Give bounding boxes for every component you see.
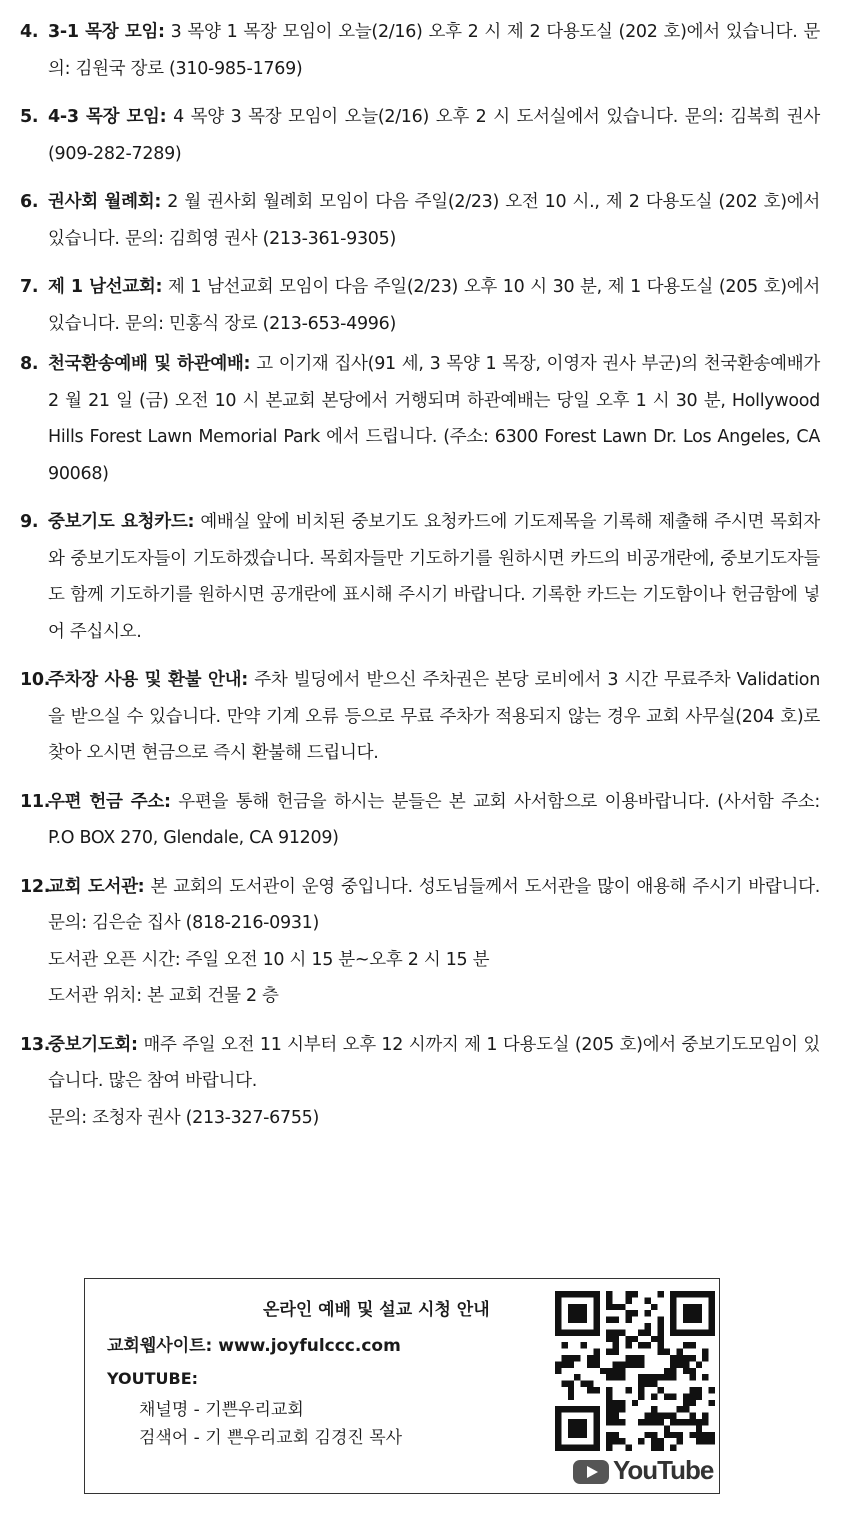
item-text: 우편을 통해 헌금을 하시는 분들은 본 교회 사서함으로 이용바랍니다. (사서함 주소: P.O BOX 270, Glendale, CA 91209) (48, 791, 820, 848)
youtube-logo-text: YouTube (613, 1455, 714, 1485)
announcement-item (20, 784, 820, 857)
item-text: 4 목양 3 목장 모임이 오늘(2/16) 오후 2 시 도서실에서 있습니다. 문의: 김복희 권사 (909-282-7289) (48, 107, 820, 164)
announcement-item (20, 662, 820, 772)
item-text: 고 이기재 집사(91 세, 3 목양 1 목장, 이영자 권사 부군)의 천국환송예배가 2 월 21 일 (금) 오전 10 시 본교회 본당에서 거행되며 하관예배는 당일 오후 1 시 30 분, Hollywood Hills Forest Lawn Memorial Park 에서 드립니다. (주소: 6300 Forest Lawn Dr. Los Angeles, CA 90068) (48, 354, 820, 484)
youtube-logo-icon (573, 1455, 714, 1487)
library-hours: 도서관 오픈 시간: 주일 오전 10 시 15 분~오후 2 시 15 분 (48, 949, 490, 970)
item-title: 4-3 목장 모임: (48, 107, 167, 127)
play-icon (573, 1460, 609, 1484)
item-title: 중보기도 요청카드: (48, 512, 195, 532)
announcement-item (20, 99, 820, 172)
item-title: 권사회 월례회: (48, 192, 162, 212)
item-number: 13. (20, 1034, 51, 1055)
item-title: 우편 헌금 주소: (48, 791, 171, 812)
item-number: 7. (20, 277, 39, 297)
item-text: 주차 빌딩에서 받으신 주차권은 본당 로비에서 3 시간 무료주차 Validation 을 받으실 수 있습니다. 만약 기계 오류 등으로 무료 주차가 적용되지 않는 경우 교회 사무실(204 호)로 찾아 오시면 현금으로 즉시 환불해 드립니다. (48, 670, 821, 763)
announcement-item (20, 269, 820, 342)
item-text: 2 월 권사회 월례회 모임이 다음 주일(2/23) 오전 10 시., 제 2 다용도실 (202 호)에서 있습니다. 문의: 김희영 권사 (213-361-9305) (48, 192, 820, 249)
announcement-item (20, 184, 820, 257)
item-text: 본 교회의 도서관이 운영 중입니다. 성도님들께서 도서관을 많이 애용해 주시기 바랍니다. 문의: 김은순 집사 (818-216-0931) (48, 876, 820, 933)
library-location: 도서관 위치: 본 교회 건물 2 층 (48, 986, 279, 1006)
item-title: 제 1 남선교회: (48, 277, 163, 297)
announcement-item (20, 869, 820, 1015)
announcement-item (20, 346, 820, 492)
website-link[interactable]: 교회웹사이트: www.joyfulccc.com (107, 1336, 401, 1356)
item-text: 제 1 남선교회 모임이 다음 주일(2/23) 오후 10 시 30 분, 제 1 다용도실 (205 호)에서 있습니다. 문의: 민홍식 장로 (213-653-4996) (48, 277, 820, 334)
announcement-list (20, 14, 820, 1136)
item-title: 3-1 목장 모임: (48, 22, 165, 42)
item-title: 교회 도서관: (48, 876, 145, 897)
online-worship-info-box (84, 1278, 720, 1494)
item-number: 12. (20, 876, 51, 897)
announcement-item (20, 1027, 820, 1137)
qr-code-icon[interactable] (555, 1291, 715, 1451)
announcement-item (20, 14, 820, 87)
item-number: 10. (20, 670, 51, 690)
item-number: 8. (20, 354, 39, 374)
item-title: 중보기도회: (48, 1034, 138, 1055)
item-text: 예배실 앞에 비치된 중보기도 요청카드에 기도제목을 기록해 제출해 주시면 목회자와 중보기도자들이 기도하겠습니다. 목회자들만 기도하기를 원하시면 카드의 비공개란에, 중보기도자들도 함께 기도하기를 원하시면 공개란에 표시해 주시기 바랍니다. 기록한 카드는 기도함이나 헌금함에 넣어 주십시오. (48, 512, 820, 642)
search-term: 검색어 - 기 쁜우리교회 김경진 목사 (139, 1428, 403, 1448)
announcement-item (20, 504, 820, 650)
item-title: 천국환송예배 및 하관예배: (48, 354, 251, 374)
youtube-label: YOUTUBE: (107, 1369, 199, 1388)
item-number: 9. (20, 512, 39, 532)
contact-line: 문의: 조청자 권사 (213-327-6755) (48, 1107, 320, 1128)
item-text: 3 목양 1 목장 모임이 오늘(2/16) 오후 2 시 제 2 다용도실 (202 호)에서 있습니다. 문의: 김원국 장로 (310-985-1769) (48, 22, 820, 79)
item-number: 11. (20, 791, 51, 812)
info-heading: 온라인 예배 및 설교 시청 안내 (263, 1300, 490, 1320)
item-text: 매주 주일 오전 11 시부터 오후 12 시까지 제 1 다용도실 (205 호)에서 중보기도모임이 있습니다. 많은 참여 바랍니다. (48, 1034, 820, 1091)
channel-name: 채널명 - 기쁜우리교회 (139, 1400, 304, 1420)
item-title: 주차장 사용 및 환불 안내: (48, 670, 248, 690)
item-number: 6. (20, 192, 39, 212)
item-number: 5. (20, 107, 39, 127)
item-number: 4. (20, 22, 39, 42)
